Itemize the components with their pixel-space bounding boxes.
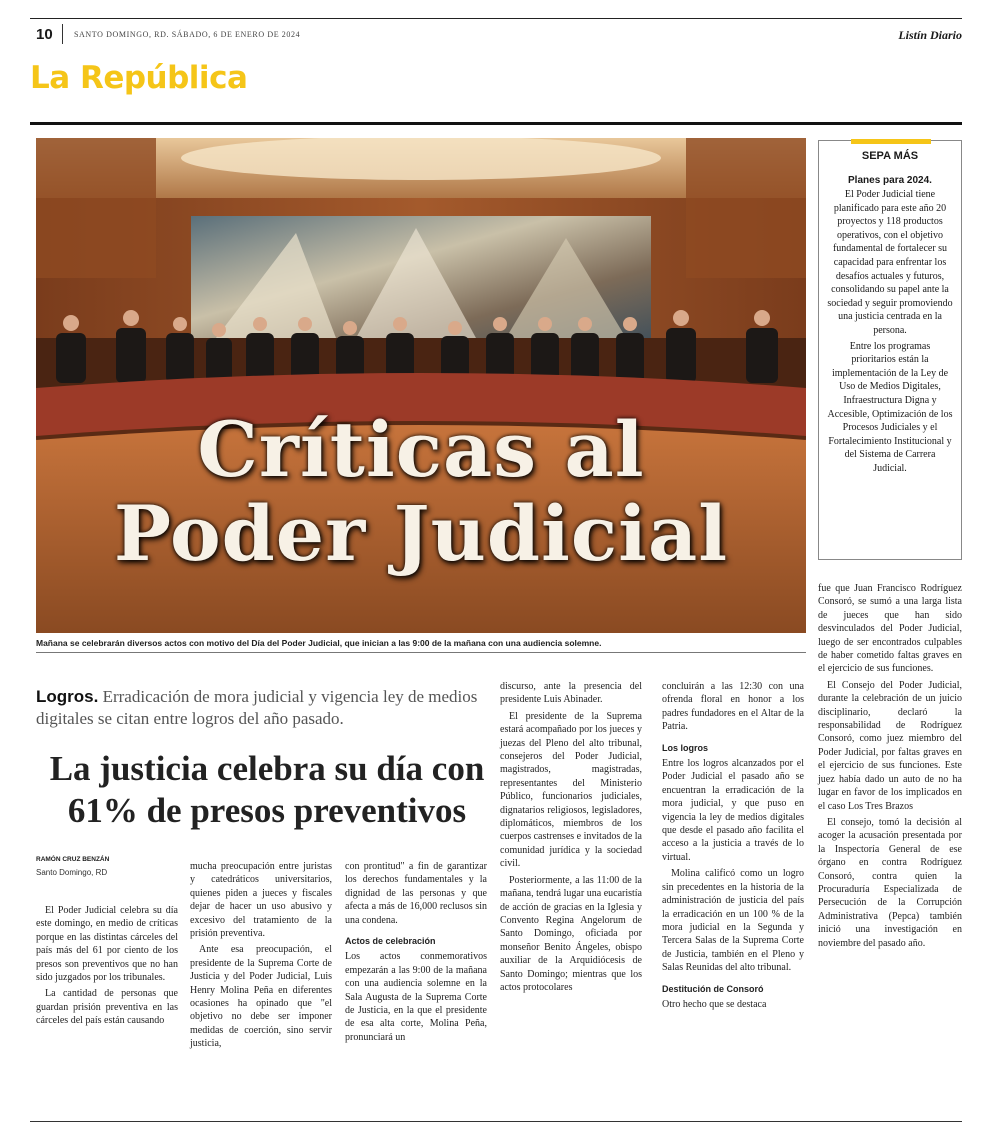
publication-logo: Listín Diario [898, 28, 962, 42]
paragraph: La cantidad de personas que guardan prisión preventiva en las cárceles del país están causando [36, 988, 178, 1027]
paragraph: discurso, ante la presencia del presidente Luis Abinader. [500, 681, 642, 706]
article-column-5 [662, 680, 804, 1014]
paragraph: con prontitud" a fin de garantizar los derechos fundamentales y la dignidad de las personas y que afecta a más de 16,000 reclusos sin una condena. [345, 861, 487, 926]
bottom-rule [30, 1121, 962, 1122]
folio-divider [62, 24, 63, 44]
sidebar-subtitle: Planes para 2024. [848, 175, 932, 186]
headline-line-2: Poder Judicial [113, 489, 729, 578]
paragraph: Ante esa preocupación, el presidente de la Suprema Corte de Justicia y del Poder Judicial, Luis Henry Molina Peña en diferentes ocasiones ha opinado que "el objetivo no debe ser imponer medidas de coerción, sino servir justicia, [190, 944, 332, 1050]
paragraph: fue que Juan Francisco Rodríguez Consoró, se sumó a una larga lista de jueces que han sido desvinculados del Poder Judicial, luego de ser encontrados culpables de haber cometido faltas graves en el ejercicio de sus funciones. [818, 583, 962, 675]
article-column-2 [190, 860, 332, 1054]
kicker-text: Erradicación de mora judicial y vigencia ley de medios digitales se citan entre logros del año pasado. [36, 687, 478, 728]
paragraph: Otro hecho que se destaca [662, 998, 767, 1010]
paragraph: Molina calificó como un logro sin precedentes en la historia de la administración de justicia del país la erradicación en un 100 % de la mora judicial en la Segunda y Tercera Salas de la Suprema Corte de Justicia, también en el Pleno y Salas Reunidas del alto tribunal. [662, 868, 804, 974]
sidebar-paragraph: El Poder Judicial tiene planificado para este año 20 proyectos y 118 productos operativos, con el objetivo fundamental de fortalecer su capacidad para enfrentar los desafíos actuales y futuros, consolidando su papel ante la sociedad y seguir promoviendo una justicia centrada en la persona. [827, 189, 953, 336]
subhead: Destitución de Consoró [662, 983, 764, 994]
main-photo [36, 138, 806, 633]
sidebar-accent-bar [851, 139, 931, 144]
headline-line-1: Críticas al [197, 405, 645, 494]
paragraph: El Poder Judicial celebra su día este domingo, en medio de críticas porque en las distintas cárceles del país más del 61 por ciento de los presos son preventivos que no han sido juzgados por los tribunales. [36, 905, 178, 984]
byline: RAMÓN CRUZ BENZÁN [36, 856, 110, 863]
article-column-4 [500, 680, 642, 997]
photo-caption: Mañana se celebrarán diversos actos con motivo del Día del Poder Judicial, que inician a las 9:00 de la mañana con una audiencia solemne. [36, 638, 602, 648]
article-column-1 [36, 904, 178, 1031]
page-number: 10 [36, 26, 53, 43]
paragraph: El presidente de la Suprema estará acompañado por los jueces y juezas del Pleno del alto tribunal, consejeros del Poder Judicial, magistrados, magistradas, representantes del Ministerio Público, funcionarios judiciales, dignatarios religiosos, legisladores, diplomáticos, miembros de los cuerpos castrenses e invitados de la comunidad jurídica y la sociedad civil. [500, 710, 642, 870]
paragraph: El consejo, tomó la decisión al acoger la acusación presentada por la Inspectoría General de ese órgano en contra Rodríguez Consoró, contra quien la Procuraduría Especializada de Persecución de la Corrupción Administrativa (Pepca) también inició una investigación en noviembre del pasado año. [818, 816, 962, 949]
section-rule [30, 122, 962, 125]
paragraph: El Consejo del Poder Judicial, durante la celebración de un juicio disciplinario, declaró la responsabilidad de Rodríguez Consoró, como juez miembro del Poder Judicial, por faltas graves en el ejercicio de sus funciones. Este juez había dado un auto de no ha lugar en favor de los implicados en el caso Los Tres Brazos [818, 679, 962, 812]
sidebar-paragraph: Entre los programas prioritarios están la implementación de la Ley de Uso de Medios Digitales, Infraestructura Digna y Accesible, Optimización de los Procesos Judiciales y el Fortalecimiento Institucional y del Sistema de Carrera Judicial. [827, 340, 953, 474]
article-kicker [36, 686, 498, 730]
byline-place: Santo Domingo, RD [36, 868, 108, 877]
article-column-3 [345, 860, 487, 1047]
subhead: Los logros [662, 742, 709, 753]
sidebar-box [818, 140, 962, 560]
paragraph: Entre los logros alcanzados por el Poder Judicial el pasado año se encuentran la erradicación de la mora judicial, y que puso en vigencia la ley de medios digitales que desde el pasado año facilita el acceso a la justicia a través de lo virtual. [662, 758, 804, 863]
paragraph: mucha preocupación entre juristas y catedráticos universitarios, quienes piden a jueces y fiscales dejar de hacer un uso abusivo y excesivo del tratamiento de la prisión preventiva. [190, 861, 332, 940]
paragraph: concluirán a las 12:30 con una ofrenda floral en honor a los padres fundadores en el Altar de la Patria. [662, 681, 804, 733]
caption-rule [36, 652, 806, 653]
section-title: La República [30, 60, 248, 96]
article-column-6 [818, 582, 962, 953]
kicker-label: Logros. [36, 687, 99, 706]
sidebar-title: SEPA MÁS [861, 150, 919, 162]
paragraph: Los actos conmemorativos empezarán a las 9:00 de la mañana con una audiencia solemne en la Sala Augusta de la Suprema Corte de Justicia, en la que el presidente de esa alta corte, Molina Peña, pronunciará un [345, 951, 487, 1043]
dateline: SANTO DOMINGO, RD. SÁBADO, 6 DE ENERO DE 2024 [74, 30, 301, 39]
subhead: Actos de celebración [345, 936, 436, 947]
top-rule [30, 18, 962, 19]
paragraph: Posteriormente, a las 11:00 de la mañana, tendrá lugar una eucaristía de acción de gracias en la Iglesia y Convento Regina Angelorum de Santo Domingo, oficiada por monseñor Benito Ángeles, obispo auxiliar de la Arquidiócesis de Santo Domingo; mientras que los actos protocolares [500, 874, 642, 993]
article-title: La justicia celebra su día con 61% de presos preventivos [49, 749, 485, 830]
photo-headline [36, 405, 806, 578]
